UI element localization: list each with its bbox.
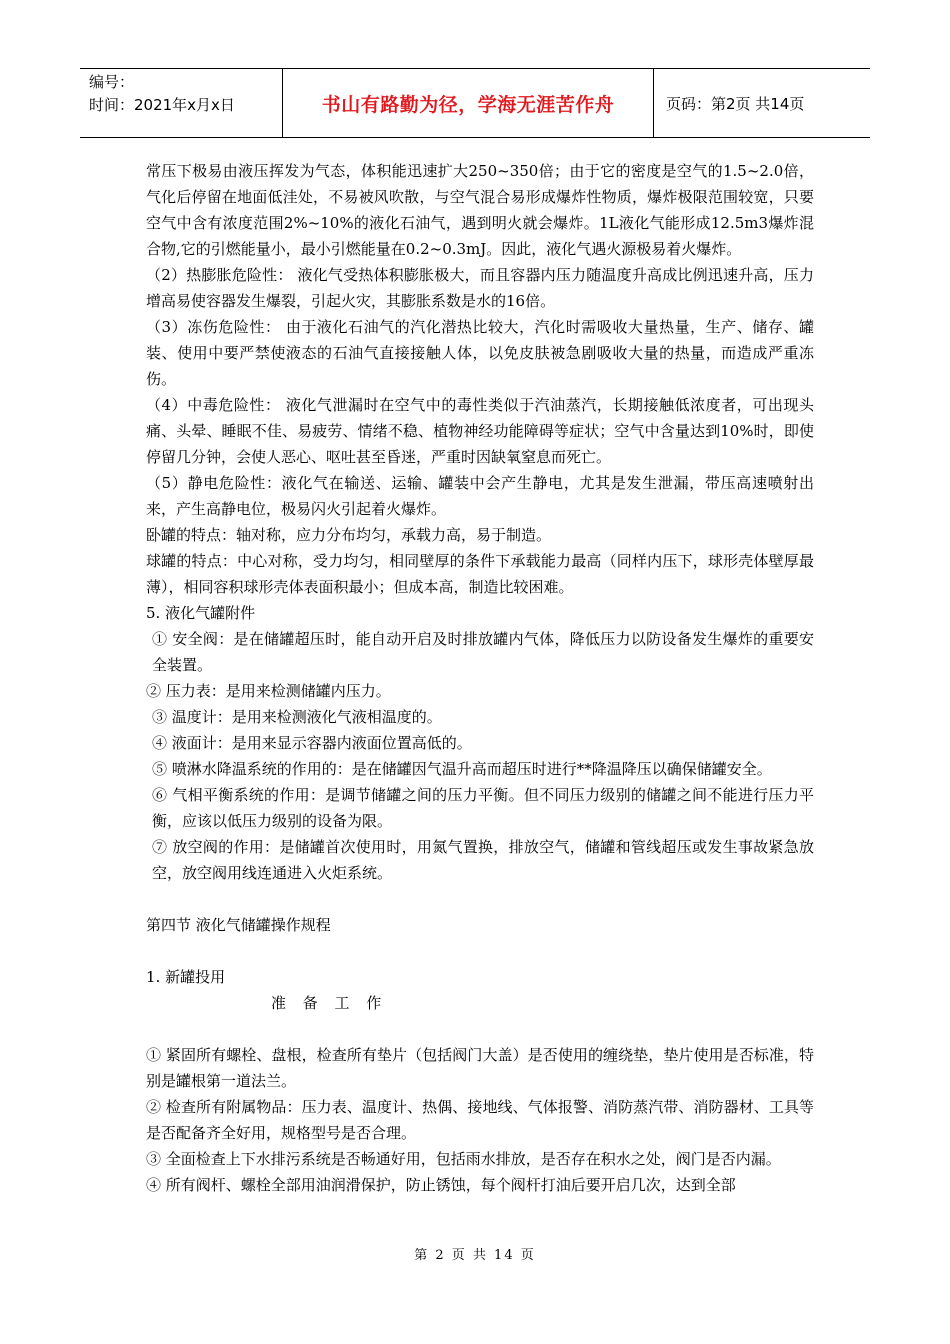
list-item: ⑤ 喷淋水降温系统的作用的：是在储罐因气温升高而超压时进行**降温降压以确保储罐安全。 — [152, 760, 772, 778]
header-meta — [80, 69, 282, 137]
header-motto: 书山有路勤为径，学海无涯苦作舟 — [282, 69, 654, 137]
subsection-title: 1. 新罐投用 — [146, 968, 226, 986]
paragraph: （2）热膨胀危险性： 液化气受热体积膨胀极大，而且容器内压力随温度升高成比例迅速升高，压力增高易使容器发生爆裂，引起火灾，其膨胀系数是水的16倍。 — [146, 266, 814, 310]
paragraph: 常压下极易由液压挥发为气态，体积能迅速扩大250~350倍；由于它的密度是空气的1.5~2.0倍，气化后停留在地面低洼处，不易被风吹散，与空气混合易形成爆炸性物质，爆炸极限范围较宽，只要空气中含有浓度范围2%~10%的液化石油气，遇到明火就会爆炸。1L液化气能形成12.5m3爆炸混合物,它的引燃能量小，最小引燃能量在0.2~0.3mJ。因此，液化气遇火源极易着火爆炸。 — [146, 162, 814, 258]
document-date-label: 时间：2021年x月x日 — [89, 96, 235, 114]
list-item: ④ 所有阀杆、螺栓全部用油润滑保护，防止锈蚀，每个阀杆打油后要开启几次，达到全部 — [146, 1176, 736, 1194]
list-item: ③ 温度计：是用来检测液化气液相温度的。 — [152, 708, 442, 726]
list-item: ② 检查所有附属物品：压力表、温度计、热偶、接地线、气体报警、消防蒸汽带、消防器材、工具等是否配备齐全好用，规格型号是否合理。 — [146, 1098, 814, 1142]
prep-heading: 准 备 工 作 — [271, 994, 388, 1012]
list-item: ③ 全面检查上下水排污系统是否畅通好用，包括雨水排放，是否存在积水之处，阀门是否内漏。 — [146, 1150, 781, 1168]
list-item: ④ 液面计：是用来显示容器内液面位置高低的。 — [152, 734, 472, 752]
page-header — [80, 68, 870, 138]
list-item: ⑦ 放空阀的作用：是储罐首次使用时，用氮气置换，排放空气，储罐和管线超压或发生事故紧急放空，放空阀用线连通进入火炬系统。 — [152, 838, 814, 882]
paragraph: （4）中毒危险性： 液化气泄漏时在空气中的毒性类似于汽油蒸汽，长期接触低浓度者，可出现头痛、头晕、睡眠不佳、易疲劳、情绪不稳、植物神经功能障碍等症状；空气中含量达到10%时，即使停留几分钟，会使人恶心、呕吐甚至昏迷，严重时因缺氧窒息而死亡。 — [146, 396, 814, 466]
paragraph: 球罐的特点：中心对称，受力均匀，相同壁厚的条件下承载能力最高（同样内压下，球形壳体壁厚最薄），相同容积球形壳体表面积最小；但成本高，制造比较困难。 — [146, 552, 814, 596]
section-title: 第四节 液化气储罐操作规程 — [146, 916, 331, 934]
paragraph: （5）静电危险性：液化气在输送、运输、罐装中会产生静电，尤其是发生泄漏，带压高速喷射出来，产生高静电位，极易闪火引起着火爆炸。 — [146, 474, 814, 518]
document-body — [146, 158, 814, 1198]
list-item: ① 安全阀：是在储罐超压时，能自动开启及时排放罐内气体，降低压力以防设备发生爆炸的重要安全装置。 — [152, 630, 814, 674]
paragraph: （3）冻伤危险性： 由于液化石油气的汽化潜热比较大，汽化时需吸收大量热量，生产、储存、罐装、使用中要严禁使液态的石油气直接接触人体，以免皮肤被急剧吸收大量的热量，而造成严重冻伤。 — [146, 318, 814, 388]
document-number-label: 编号： — [89, 73, 135, 91]
list-item: ② 压力表：是用来检测储罐内压力。 — [146, 682, 391, 700]
page-footer: 第 2 页 共 14 页 — [414, 1248, 536, 1263]
list-item: ⑥ 气相平衡系统的作用：是调节储罐之间的压力平衡。但不同压力级别的储罐之间不能进行压力平衡，应该以低压力级别的设备为限。 — [152, 786, 814, 830]
paragraph: 卧罐的特点：轴对称，应力分布均匀，承载力高，易于制造。 — [146, 526, 552, 544]
list-item: ① 紧固所有螺栓、盘根，检查所有垫片（包括阀门大盖）是否使用的缠绕垫，垫片使用是否标准，特别是罐根第一道法兰。 — [146, 1046, 814, 1090]
heading-accessories: 5. 液化气罐附件 — [146, 604, 256, 622]
header-page-number: 页码：第2页 共14页 — [666, 94, 805, 113]
